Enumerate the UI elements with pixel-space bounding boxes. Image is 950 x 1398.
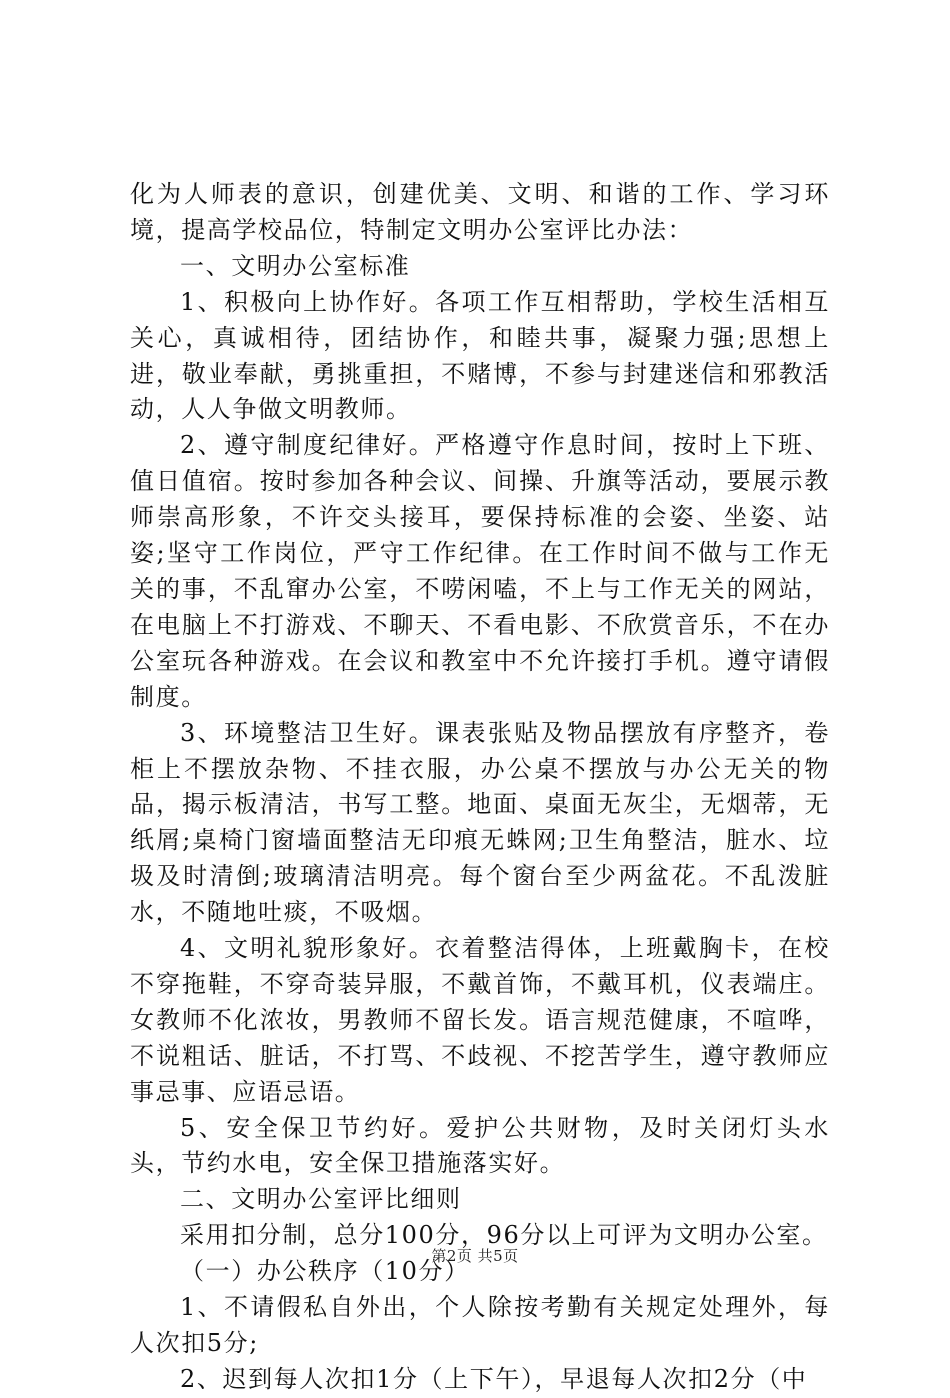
paragraph-standard-1: 1、积极向上协作好。各项工作互相帮助，学校生活相互关心，真诚相待，团结协作，和睦共事，凝聚力强;思想上进，敬业奉献，勇挑重担，不赌博，不参与封建迷信和邪教活动，人人争做文明教师。 — [130, 287, 830, 424]
paragraph-standard-2: 2、遵守制度纪律好。严格遵守作息时间，按时上下班、值日值宿。按时参加各种会议、间操、升旗等活动，要展示教师崇高形象，不许交头接耳，要保持标准的会姿、坐姿、站姿;坚守工作岗位，严守工作纪律。在工作时间不做与工作无关的事，不乱窜办公室，不唠闲嗑，不上与工作无关的网站，在电脑上不打游戏、不聊天、不看电影、不欣赏音乐，不在办公室玩各种游戏。在会议和教室中不允许接打手机。遵守请假制度。 — [130, 431, 830, 711]
paragraph-standard-3: 3、环境整洁卫生好。课表张贴及物品摆放有序整齐，卷柜上不摆放杂物、不挂衣服，办公桌不摆放与办公无关的物品，揭示板清洁，书写工整。地面、桌面无灰尘，无烟蒂，无纸屑;桌椅门窗墙面整洁无印痕无蛛网;卫生角整洁，脏水、垃圾及时清倒;玻璃清洁明亮。每个窗台至少两盆花。不乱泼脏水，不随地吐痰，不吸烟。 — [130, 718, 830, 927]
heading-subsection-office-order: （一）办公秩序（10分） — [180, 1257, 470, 1286]
paragraph-standard-4: 4、文明礼貌形象好。衣着整洁得体，上班戴胸卡，在校不穿拖鞋，不穿奇装异服，不戴首饰，不戴耳机，仪表端庄。女教师不化浓妆，男教师不留长发。语言规范健康，不喧哗，不说粗话、脏话，不打骂、不歧视、不挖苦学生，遵守教师应事忌事、应语忌语。 — [130, 934, 830, 1106]
document-body — [130, 177, 830, 1398]
paragraph-rule-1: 1、不请假私自外出，个人除按考勤有关规定处理外，每人次扣5分; — [130, 1293, 830, 1357]
paragraph-rule-2: 2、迟到每人次扣1分（上下午），早退每人次扣2分（中 — [180, 1364, 808, 1393]
page-number-footer: 第2页 共5页 — [431, 1247, 519, 1265]
paragraph-intro: 化为人师表的意识，创建优美、文明、和谐的工作、学习环境，提高学校品位，特制定文明办公室评比办法： — [130, 180, 830, 244]
paragraph-scoring-method: 采用扣分制，总分100分，96分以上可评为文明办公室。 — [180, 1221, 828, 1250]
heading-section-2: 二、文明办公室评比细则 — [180, 1185, 462, 1214]
paragraph-standard-5: 5、安全保卫节约好。爱护公共财物，及时关闭灯头水头，节约水电，安全保卫措施落实好。 — [130, 1113, 830, 1178]
heading-section-1: 一、文明办公室标准 — [180, 251, 411, 280]
